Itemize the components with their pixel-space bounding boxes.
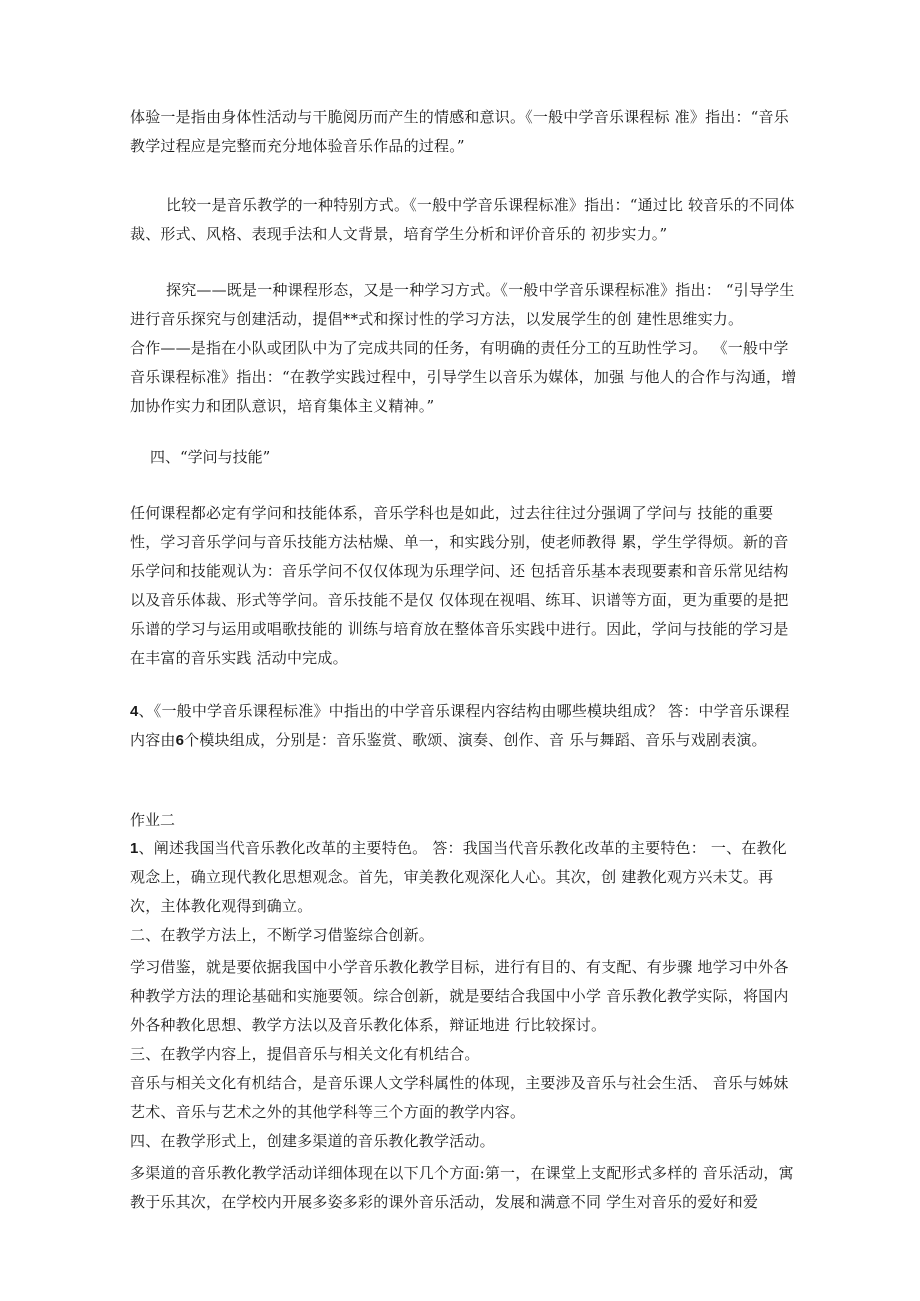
item-two-title: 二、在教学方法上，不断学习借鉴综合创新。 [130,926,435,944]
homework-two-body [130,834,800,1217]
paragraph-tanjiu [130,276,800,421]
paragraph-xuewen-text: 任何课程都必定有学问和技能体系，音乐学科也是如此，过去往往过分强调了学问与 技能的重要性，学习音乐学问与音乐技能方法枯燥、单一，和实践分别，使老师教得 累，学生学得烦。新的音乐学问和技能观认为：音乐学问不仅仅体现为乐理学问、还 包括音乐基本表现要素和音乐常见结构以及音乐体裁、形式等学问。音乐技能不是仅 仅体现在视唱、练耳、识谱等方面，更为重要的是把乐谱的学习与运用或唱歌技能的 训练与培育放在整体音乐实践中进行。因此，学问与技能的学习是在丰富的音乐实践 活动中完成。 [130,504,789,667]
paragraph-bijiao [130,191,800,249]
paragraph-tiyan [130,103,800,161]
item-three-text: 音乐与相关文化有机结合，是音乐课人文学科属性的体现，主要涉及音乐与社会生活、 音乐与姊妹艺术、音乐与艺术之外的其他学科等三个方面的教学内容。 [130,1074,789,1121]
question-four-text [130,697,800,755]
question-four-body: 、《一般中学音乐课程标准》中指出的中学音乐课程内容结构由哪些模块组成？ 答：中学音乐课程内容由 [130,702,790,749]
homework-two-title: 作业二 [130,811,176,829]
question-one-number: 1 [130,840,139,857]
question-one-text [130,834,800,921]
paragraph-tiyan-text: 体验一是指由身体性活动与干脆阅历而产生的情感和意识。《一般中学音乐课程标 准》指出：“音乐教学过程应是完整而充分地体验音乐作品的过程。” [130,108,789,155]
item-four-title: 四、在教学形式上，创建多渠道的音乐教化教学活动。 [130,1132,495,1150]
question-four-answer: 个模块组成，分别是：音乐鉴赏、歌颂、演奏、创作、音 乐与舞蹈、音乐与戏剧表演。 [184,731,767,749]
paragraph-tanjiu-text: 探究——既是一种课程形态，又是一种学习方式。《一般中学音乐课程标准》指出： “引导学生进行音乐探究与创建活动，提倡**式和探讨性的学习方法，以发展学生的创 建性思维实力。 [130,281,795,328]
paragraph-hezuo-text: 合作——是指在小队或团队中为了完成共同的任务，有明确的责任分工的互助性学习。 《一般中学音乐课程标准》指出：“在教学实践过程中，引导学生以音乐为媒体，加强 与他人的合作与沟通，增加协作实力和团队意识，培育集体主义精神。” [130,339,797,415]
question-four-number: 4 [130,703,139,720]
item-two-text: 学习借鉴，就是要依据我国中小学音乐教化教学目标，进行有目的、有支配、有步骤 地学习中外各种教学方法的理论基础和实施要领。综合创新，就是要结合我国中小学 音乐教化教学实际，将国内外各种教化思想、教学方法以及音乐教化体系，辩证地进 行比较探讨。 [130,958,789,1034]
paragraph-xuewen [130,499,800,673]
question-one-body: 、阐述我国当代音乐教化改革的主要特色。 答：我国当代音乐教化改革的主要特色： 一、在教化观念上，确立现代教化思想观念。首先，审美教化观深化人心。其次，创 建教化观方兴未艾。再次，主体教化观得到确立。 [130,839,787,915]
question-four-module-count: 6 [175,732,185,749]
item-three-title: 三、在教学内容上，提倡音乐与相关文化有机结合。 [130,1045,480,1063]
paragraph-bijiao-text: 比较一是音乐教学的一种特别方式。《一般中学音乐课程标准》指出：“通过比 较音乐的不同体裁、形式、风格、表现手法和人文背景，培育学生分析和评价音乐的 初步实力。” [130,196,795,243]
section-four-title: 四、“学问与技能” [150,448,271,466]
item-four-text: 多渠道的音乐教化教学活动详细体现在以下几个方面:第一，在课堂上支配形式多样的 音乐活动，寓教于乐其次，在学校内开展多姿多彩的课外音乐活动，发展和满意不同 学生对音乐的爱好和爱 [130,1164,794,1211]
question-four [130,697,800,755]
